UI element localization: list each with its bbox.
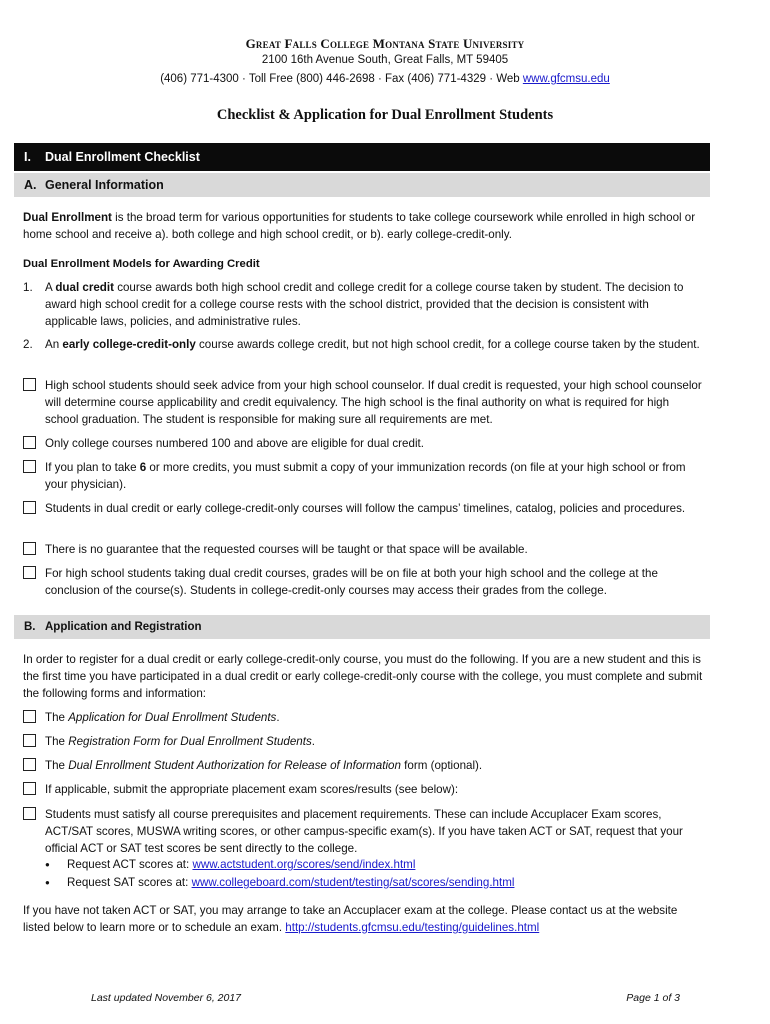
checklist-item-text: For high school students taking dual credit courses, grades will be on file at both your high school and the college at the conclusion of the course(s). Students in college-credit-only courses may access their grades from the college. bbox=[45, 567, 658, 597]
registration-intro: In order to register for a dual credit or early college-credit-only course, you must do the following. If you are a new student and this is the first time you have participated in a dual credit or early college-credit-only course with the college, you must complete and submit the following forms and information: bbox=[23, 653, 703, 700]
checklist-item-text: The Dual Enrollment Student Authorization for Release of Information form (optional). bbox=[45, 759, 483, 772]
dual-credit-term: dual credit bbox=[55, 281, 114, 294]
checkbox[interactable] bbox=[23, 782, 36, 795]
website-link[interactable]: www.gfcmsu.edu bbox=[522, 73, 610, 85]
checklist-item-text: The Application for Dual Enrollment Students. bbox=[45, 711, 280, 724]
checklist-item-text: If applicable, submit the appropriate placement exam scores/results (see below): bbox=[45, 783, 459, 796]
checklist-item-text: If you plan to take 6 or more credits, you must submit a copy of your immunization records (on file at your high school or from your physician). bbox=[45, 461, 686, 491]
sat-scores-link[interactable]: www.collegeboard.com/student/testing/sat/scores/sending.html bbox=[191, 876, 515, 889]
checklist-item-text: High school students should seek advice from your high school counselor. If dual credit is requested, your high school counselor will determine course applicability and credit equivalency. The high school is the final authority on what is required for high school graduation. The student is responsible for making sure all requirements are met. bbox=[45, 379, 702, 426]
checkbox[interactable] bbox=[23, 734, 36, 747]
intro-definition: is the broad term for various opportunities for students to take college coursework while enrolled in high school or home school and receive a). both college and high school credit, or b). early college-credit-only. bbox=[23, 211, 696, 241]
bullet-icon: ● bbox=[45, 860, 50, 869]
checkbox[interactable] bbox=[23, 758, 36, 771]
model-2-number: 2. bbox=[23, 338, 33, 351]
model-1-number: 1. bbox=[23, 281, 33, 294]
checkbox[interactable] bbox=[23, 501, 36, 514]
checklist-item-text: Students must satisfy all course prerequisites and placement requirements. These can include Accuplacer Exam scores, ACT/SAT scores, MUSWA writing scores, or other campus-specific exam(s). If you have taken ACT or SAT, request that your official ACT or SAT test scores be sent directly to the college. bbox=[45, 808, 683, 855]
credit-count: 6 bbox=[139, 461, 147, 474]
checkbox[interactable] bbox=[23, 710, 36, 723]
models-heading: Dual Enrollment Models for Awarding Credit bbox=[23, 258, 260, 270]
section-i-title: Dual Enrollment Checklist bbox=[45, 150, 200, 164]
section-i-header bbox=[14, 143, 710, 171]
form-name: Registration Form for Dual Enrollment Students bbox=[68, 735, 312, 748]
contact-numbers: (406) 771-4300 · Toll Free (800) 446-2698 · Fax (406) 771-4329 · Web bbox=[160, 73, 523, 85]
section-a-header bbox=[14, 173, 710, 197]
model-2-text: An early college-credit-only course awards college credit, but not high school credit, for a college course taken by the student. bbox=[45, 338, 700, 351]
section-i-number: I. bbox=[24, 150, 31, 164]
form-name: Dual Enrollment Student Authorization for Release of Information bbox=[68, 759, 401, 772]
checkbox[interactable] bbox=[23, 436, 36, 449]
checklist-item-text: Only college courses numbered 100 and above are eligible for dual credit. bbox=[45, 437, 424, 450]
contact-line bbox=[0, 73, 770, 85]
act-scores-link[interactable]: www.actstudent.org/scores/send/index.html bbox=[192, 858, 416, 871]
checkbox[interactable] bbox=[23, 542, 36, 555]
checkbox[interactable] bbox=[23, 460, 36, 473]
checkbox[interactable] bbox=[23, 378, 36, 391]
testing-guidelines-link[interactable]: http://students.gfcmsu.edu/testing/guidelines.html bbox=[285, 921, 540, 934]
model-1-text: A dual credit course awards both high school credit and college credit for a college course taken by student. The decision to award high school credit for a college course rests with the school district, provided that the decision is consistent with applicable laws, policies, and administrative rules. bbox=[45, 281, 684, 328]
section-b-title: Application and Registration bbox=[45, 621, 202, 633]
bullet-icon: ● bbox=[45, 878, 50, 887]
early-credit-term: early college-credit-only bbox=[62, 338, 196, 351]
model-item-2 bbox=[23, 336, 703, 372]
checklist-item-text: Students in dual credit or early college-credit-only courses will follow the campus’ timelines, catalog, policies and procedures. bbox=[45, 502, 686, 515]
document-title: Checklist & Application for Dual Enrollment Students bbox=[216, 107, 554, 123]
section-a-number: A. bbox=[24, 178, 37, 192]
page-number: Page 1 of 3 bbox=[626, 992, 680, 1004]
dual-enrollment-intro bbox=[23, 209, 703, 243]
section-b-header bbox=[14, 615, 710, 639]
section-b-number: B. bbox=[24, 621, 36, 633]
bullet-text: Request ACT scores at: www.actstudent.org/scores/send/index.html bbox=[67, 858, 416, 871]
form-name: Application for Dual Enrollment Students bbox=[68, 711, 277, 724]
last-updated: Last updated November 6, 2017 bbox=[91, 992, 242, 1004]
accuplacer-note: If you have not taken ACT or SAT, you may arrange to take an Accuplacer exam at the college. Please contact us at the website listed below to learn more or to schedule an exam. http://students.gfcmsu.edu/testing/guidelines.html bbox=[23, 904, 678, 934]
checkbox[interactable] bbox=[23, 566, 36, 579]
section-a-title: General Information bbox=[45, 178, 164, 192]
checklist-item-text: The Registration Form for Dual Enrollment Students. bbox=[45, 735, 316, 748]
checkbox[interactable] bbox=[23, 807, 36, 820]
bullet-text: Request SAT scores at: www.collegeboard.com/student/testing/sat/scores/sending.html bbox=[67, 876, 515, 889]
intro-term: Dual Enrollment bbox=[23, 211, 112, 224]
college-address: 2100 16th Avenue South, Great Falls, MT 59405 bbox=[261, 54, 509, 66]
college-name: Great Falls College Montana State University bbox=[245, 36, 525, 51]
model-item-1 bbox=[23, 279, 703, 331]
checklist-item-text: There is no guarantee that the requested courses will be taught or that space will be available. bbox=[45, 543, 528, 556]
